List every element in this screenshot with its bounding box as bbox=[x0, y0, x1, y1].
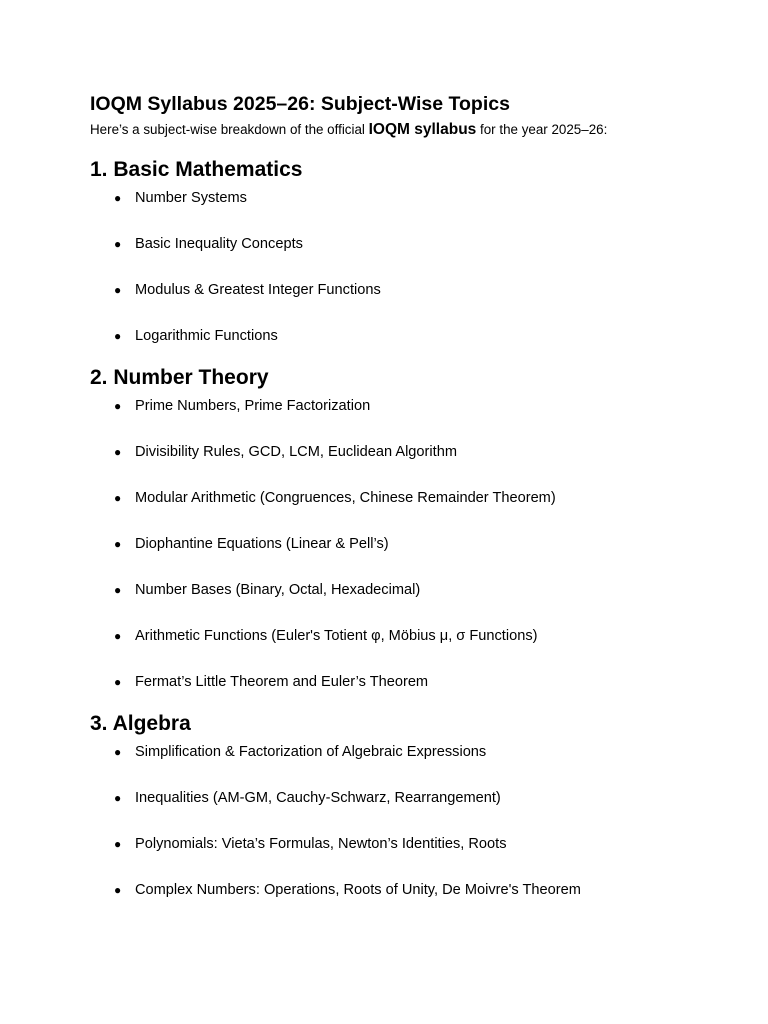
section-heading-algebra: 3. Algebra bbox=[90, 712, 191, 735]
bullet-icon: ● bbox=[114, 445, 122, 459]
document-title: IOQM Syllabus 2025–26: Subject-Wise Topics bbox=[90, 93, 510, 115]
bullet-icon: ● bbox=[114, 237, 122, 251]
section-list-basic-mathematics bbox=[90, 188, 730, 346]
bullet-icon: ● bbox=[114, 791, 122, 805]
list-item-text: Number Systems bbox=[135, 190, 247, 206]
list-item-text: Logarithmic Functions bbox=[135, 328, 278, 344]
list-item-text: Basic Inequality Concepts bbox=[135, 236, 303, 252]
list-item bbox=[90, 788, 730, 808]
bullet-icon: ● bbox=[114, 629, 122, 643]
bullet-icon: ● bbox=[114, 583, 122, 597]
list-item bbox=[90, 188, 730, 208]
intro-paragraph bbox=[90, 120, 730, 139]
bullet-icon: ● bbox=[114, 675, 122, 689]
list-item bbox=[90, 880, 730, 900]
list-item bbox=[90, 742, 730, 762]
list-item-text: Modular Arithmetic (Congruences, Chinese Remainder Theorem) bbox=[135, 490, 556, 506]
bullet-icon: ● bbox=[114, 329, 122, 343]
list-item-text: Number Bases (Binary, Octal, Hexadecimal) bbox=[135, 582, 421, 598]
list-item-text: Diophantine Equations (Linear & Pell’s) bbox=[135, 536, 389, 552]
section-list-algebra bbox=[90, 742, 730, 900]
list-item bbox=[90, 280, 730, 300]
bullet-icon: ● bbox=[114, 399, 122, 413]
list-item bbox=[90, 396, 730, 416]
list-item-text: Fermat’s Little Theorem and Euler’s Theorem bbox=[135, 674, 429, 690]
list-item-text: Inequalities (AM-GM, Cauchy-Schwarz, Rearrangement) bbox=[135, 790, 501, 806]
bullet-icon: ● bbox=[114, 191, 122, 205]
bullet-icon: ● bbox=[114, 283, 122, 297]
intro-text-before: Here’s a subject-wise breakdown of the official bbox=[90, 122, 369, 137]
list-item-text: Modulus & Greatest Integer Functions bbox=[135, 282, 381, 298]
bullet-icon: ● bbox=[114, 745, 122, 759]
intro-emphasis: IOQM syllabus bbox=[368, 121, 477, 138]
list-item-text: Polynomials: Vieta’s Formulas, Newton’s Identities, Roots bbox=[135, 836, 507, 852]
list-item-text: Complex Numbers: Operations, Roots of Unity, De Moivre's Theorem bbox=[135, 882, 581, 898]
bullet-icon: ● bbox=[114, 491, 122, 505]
list-item-text: Arithmetic Functions (Euler's Totient φ, Möbius μ, σ Functions) bbox=[135, 628, 538, 644]
list-item bbox=[90, 326, 730, 346]
section-heading-number-theory: 2. Number Theory bbox=[90, 366, 269, 389]
list-item bbox=[90, 626, 730, 646]
list-item bbox=[90, 442, 730, 462]
list-item bbox=[90, 580, 730, 600]
list-item bbox=[90, 672, 730, 692]
list-item bbox=[90, 488, 730, 508]
bullet-icon: ● bbox=[114, 883, 122, 897]
bullet-icon: ● bbox=[114, 537, 122, 551]
document-page bbox=[90, 92, 730, 900]
bullet-icon: ● bbox=[114, 837, 122, 851]
list-item bbox=[90, 834, 730, 854]
section-heading-basic-mathematics: 1. Basic Mathematics bbox=[90, 158, 303, 181]
intro-text-after: for the year 2025–26: bbox=[476, 122, 608, 137]
list-item bbox=[90, 234, 730, 254]
section-list-number-theory bbox=[90, 396, 730, 692]
list-item bbox=[90, 534, 730, 554]
list-item-text: Prime Numbers, Prime Factorization bbox=[135, 398, 371, 414]
list-item-text: Divisibility Rules, GCD, LCM, Euclidean Algorithm bbox=[135, 444, 457, 460]
list-item-text: Simplification & Factorization of Algebraic Expressions bbox=[135, 744, 487, 760]
